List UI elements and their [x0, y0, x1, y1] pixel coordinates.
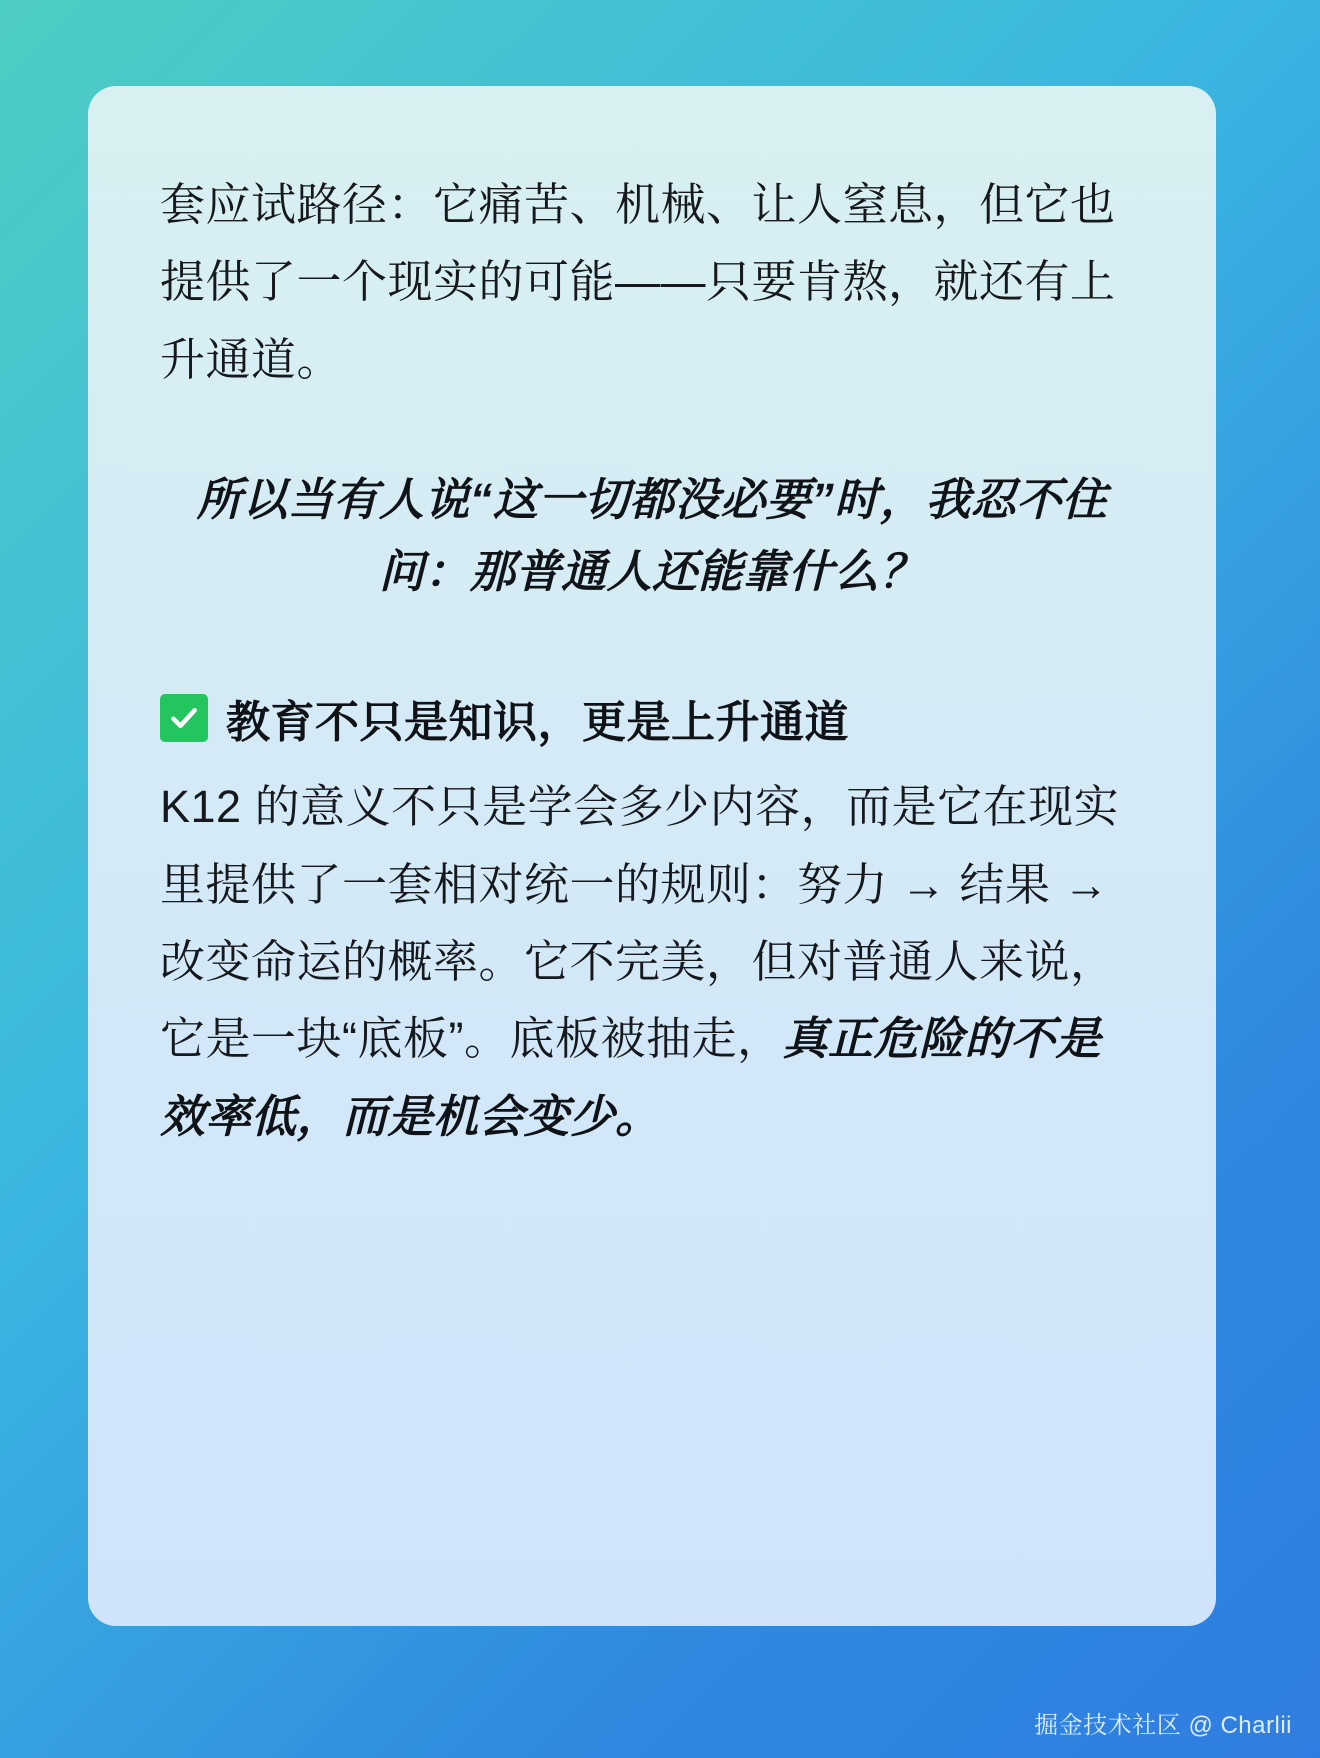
- section-body-main: K12 的意义不只是学会多少内容，而是它在现实里提供了一套相对统一的规则：努力 → 结果 → 改变命运的概率。它不完美，但对普通人来说，它是一块“底板”。底板被抽走，: [160, 781, 1120, 1065]
- white-check-mark-icon: [160, 694, 208, 742]
- section-body: [160, 768, 1144, 1155]
- content-card: [88, 86, 1216, 1626]
- pull-quote: 所以当有人说“这一切都没必要”时，我忍不住问：那普通人还能靠什么？: [196, 474, 1108, 598]
- section-heading-text: 教育不只是知识，更是上升通道: [226, 698, 849, 748]
- section-body-emphasis: 真正危险的不是效率低，而是机会变少。: [160, 1013, 1101, 1142]
- section-education: [160, 686, 1144, 1155]
- section-heading-row: [160, 686, 1144, 750]
- intro-paragraph: 套应试路径：它痛苦、机械、让人窒息，但它也提供了一个现实的可能——只要肯熬，就还有上升通道。: [160, 179, 1116, 385]
- watermark: 掘金技术社区 @ Charlii: [1034, 1712, 1292, 1739]
